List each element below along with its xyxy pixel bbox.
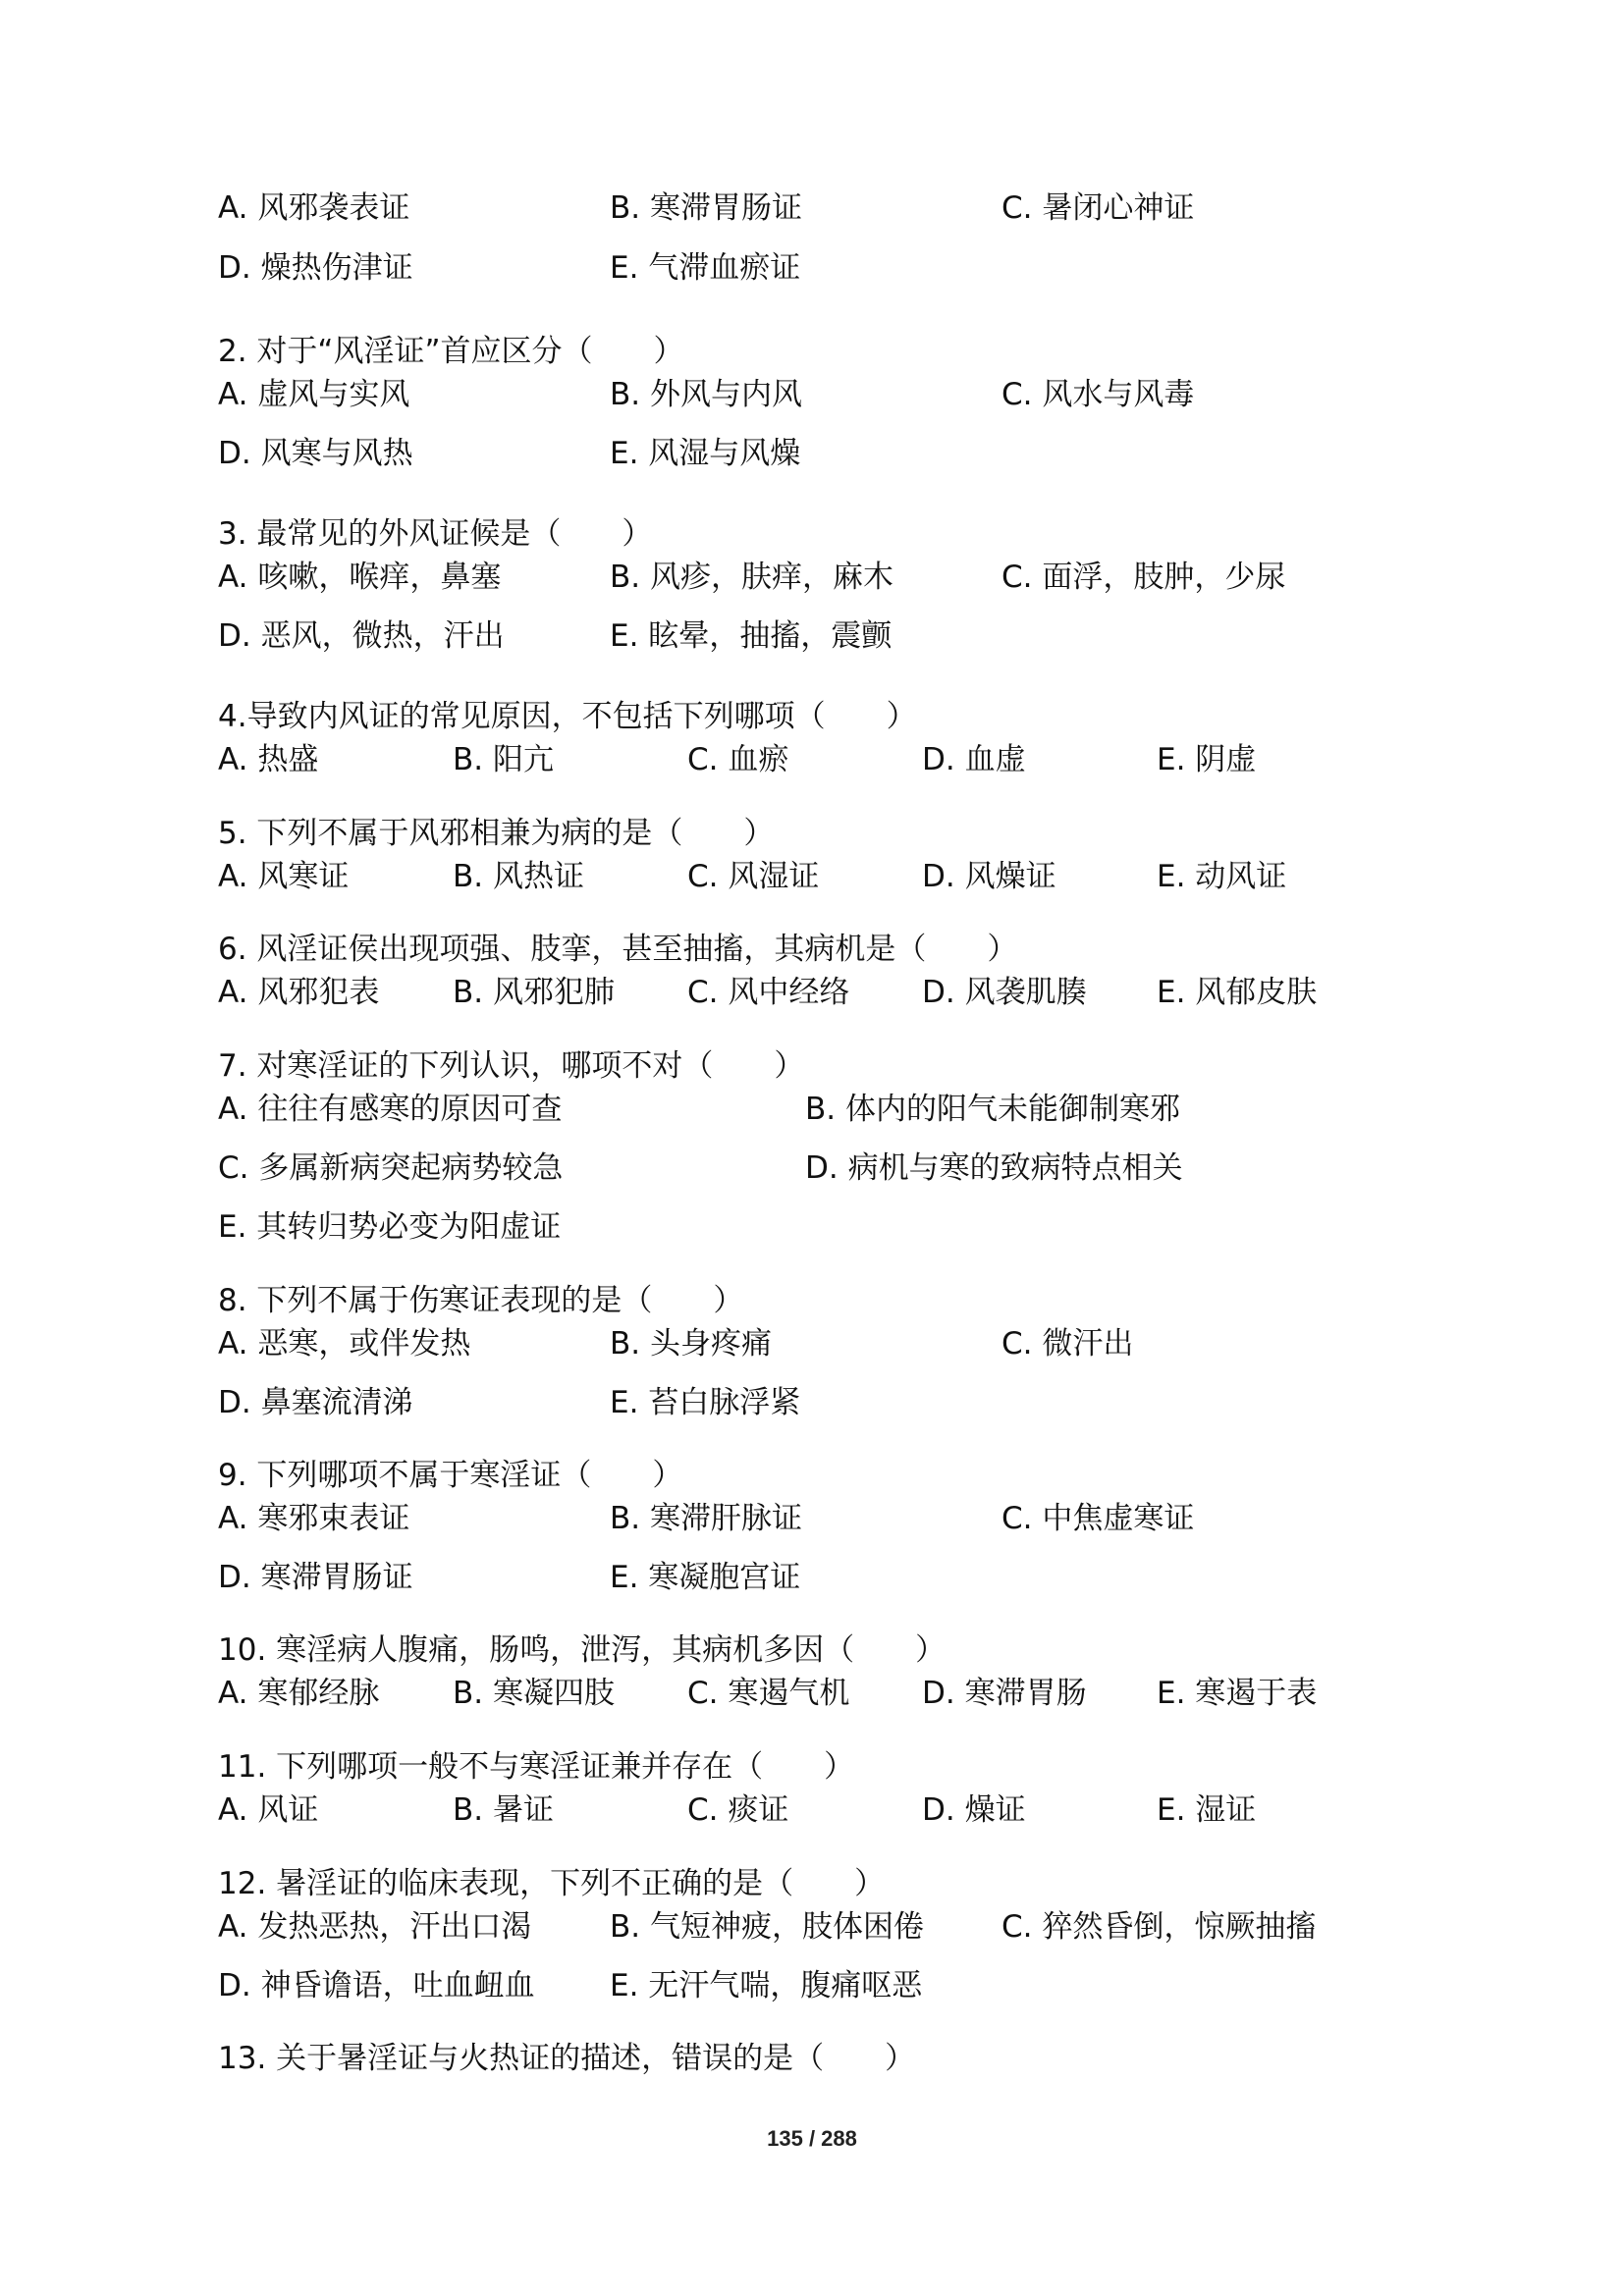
question-stem: 11. 下列哪项一般不与寒淫证兼并存在（ ）	[218, 1749, 855, 1785]
option-d: D. 恶风，微热，汗出	[218, 618, 505, 654]
option-e: E. 风湿与风燥	[610, 436, 801, 471]
option-c: C. 寒遏气机	[687, 1676, 850, 1711]
option-c: C. 风水与风毒	[1001, 377, 1195, 412]
question-stem: 9. 下列哪项不属于寒淫证（ ）	[218, 1458, 683, 1493]
question-stem: 5. 下列不属于风邪相兼为病的是（ ）	[218, 816, 775, 851]
option-b: B. 风热证	[453, 859, 584, 894]
option-e: E. 寒遏于表	[1157, 1676, 1318, 1711]
option-c: C. 中焦虚寒证	[1001, 1501, 1195, 1536]
option-d: D. 风燥证	[922, 859, 1056, 894]
option-c: C. 风湿证	[687, 859, 820, 894]
option-d: D. 神昏谵语，吐血衄血	[218, 1968, 535, 2003]
option-b: B. 风邪犯肺	[453, 975, 615, 1010]
page-number: 135 / 288	[767, 2126, 857, 2151]
question-stem: 12. 暑淫证的临床表现，下列不正确的是（ ）	[218, 1866, 886, 1901]
option-c: C. 血瘀	[687, 742, 789, 777]
question-stem: 6. 风淫证侯出现项强、肢挛，甚至抽搐，其病机是（ ）	[218, 932, 1018, 967]
question-stem: 13. 关于暑淫证与火热证的描述，错误的是（ ）	[218, 2041, 916, 2076]
option-a: A. 风证	[218, 1792, 319, 1828]
option-d: D. 风袭肌腠	[922, 975, 1087, 1010]
option-b: B. 体内的阳气未能御制寒邪	[805, 1092, 1180, 1127]
option-e: E. 眩晕，抽搐，震颤	[610, 618, 893, 654]
option-e: E. 风郁皮肤	[1157, 975, 1318, 1010]
option-c: C. 暑闭心神证	[1001, 190, 1195, 226]
option-a: A. 寒邪束表证	[218, 1501, 410, 1536]
option-d: D. 燥证	[922, 1792, 1026, 1828]
option-e: E. 苔白脉浮紧	[610, 1385, 801, 1420]
option-a: A. 风邪犯表	[218, 975, 380, 1010]
option-e: E. 阴虚	[1157, 742, 1257, 777]
option-a: A. 风寒证	[218, 859, 350, 894]
option-b: B. 寒滞肝脉证	[610, 1501, 802, 1536]
option-e: E. 寒凝胞宫证	[610, 1560, 801, 1595]
option-d: D. 燥热伤津证	[218, 250, 413, 286]
option-d: D. 血虚	[922, 742, 1026, 777]
option-c: C. 微汗出	[1001, 1326, 1134, 1362]
question-stem: 8. 下列不属于伤寒证表现的是（ ）	[218, 1283, 744, 1318]
option-a: A. 虚风与实风	[218, 377, 410, 412]
question-stem: 2. 对于“风淫证”首应区分（ ）	[218, 334, 684, 369]
option-e: E. 湿证	[1157, 1792, 1257, 1828]
option-e: E. 气滞血瘀证	[610, 250, 801, 286]
option-d: D. 寒滞胃肠证	[218, 1560, 413, 1595]
option-c: C. 面浮，肢肿，少尿	[1001, 560, 1286, 595]
option-e: E. 动风证	[1157, 859, 1287, 894]
option-c: C. 痰证	[687, 1792, 789, 1828]
option-c: C. 猝然昏倒，惊厥抽搐	[1001, 1909, 1317, 1945]
option-c: C. 风中经络	[687, 975, 850, 1010]
option-e: E. 其转归势必变为阳虚证	[218, 1209, 562, 1245]
option-d: D. 病机与寒的致病特点相关	[805, 1150, 1183, 1186]
option-d: D. 风寒与风热	[218, 436, 413, 471]
option-d: D. 寒滞胃肠	[922, 1676, 1087, 1711]
option-b: B. 寒凝四肢	[453, 1676, 615, 1711]
option-b: B. 头身疼痛	[610, 1326, 772, 1362]
option-b: B. 气短神疲，肢体困倦	[610, 1909, 924, 1945]
option-a: A. 寒郁经脉	[218, 1676, 380, 1711]
question-stem: 10. 寒淫病人腹痛，肠鸣，泄泻，其病机多因（ ）	[218, 1632, 947, 1668]
option-a: A. 发热恶热，汗出口渴	[218, 1909, 532, 1945]
option-b: B. 寒滞胃肠证	[610, 190, 802, 226]
option-b: B. 阳亢	[453, 742, 554, 777]
question-stem: 4.导致内风证的常见原因，不包括下列哪项（ ）	[218, 699, 917, 734]
option-a: A. 往往有感寒的原因可查	[218, 1092, 563, 1127]
option-b: B. 暑证	[453, 1792, 554, 1828]
option-b: B. 外风与内风	[610, 377, 802, 412]
option-a: A. 热盛	[218, 742, 319, 777]
option-e: E. 无汗气喘，腹痛呕恶	[610, 1968, 923, 2003]
question-stem: 3. 最常见的外风证候是（ ）	[218, 516, 653, 552]
option-a: A. 咳嗽，喉痒，鼻塞	[218, 560, 502, 595]
option-b: B. 风疹，肤痒，麻木	[610, 560, 893, 595]
option-a: A. 风邪袭表证	[218, 190, 410, 226]
option-d: D. 鼻塞流清涕	[218, 1385, 413, 1420]
option-a: A. 恶寒，或伴发热	[218, 1326, 471, 1362]
option-c: C. 多属新病突起病势较急	[218, 1150, 564, 1186]
question-stem: 7. 对寒淫证的下列认识，哪项不对（ ）	[218, 1048, 805, 1084]
